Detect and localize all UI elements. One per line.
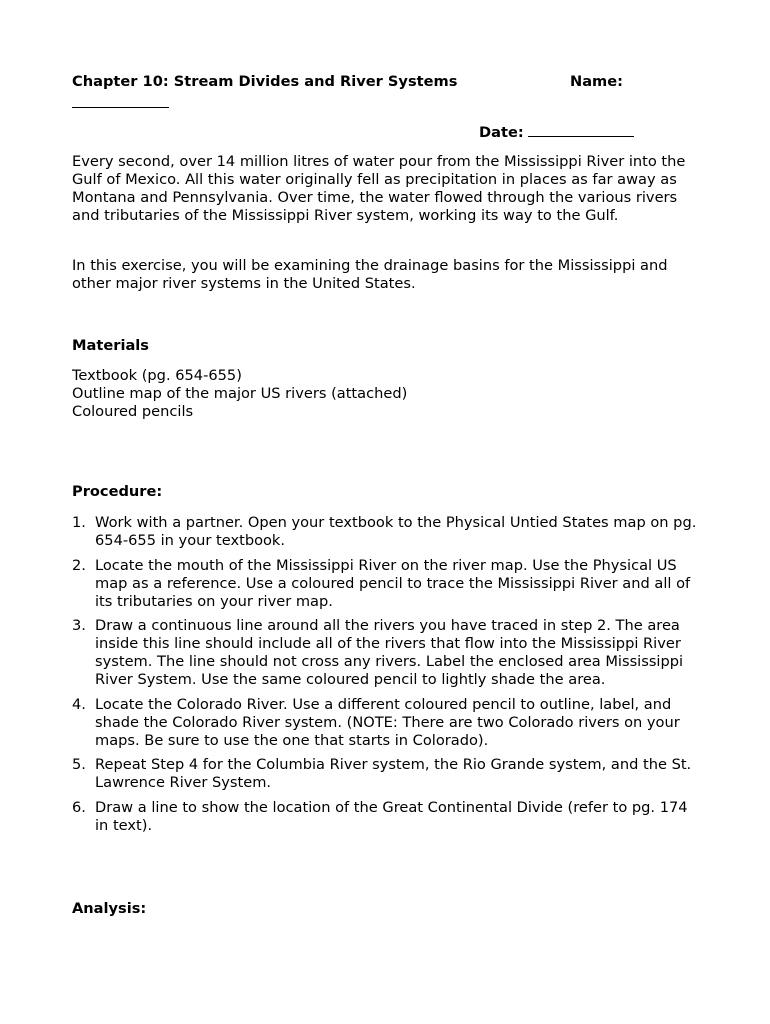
procedure-step [72,799,702,835]
step-text: Draw a line to show the location of the Great Continental Divide (refer to pg. 174 in text). [95,798,688,834]
step-text: Locate the Colorado River. Use a different coloured pencil to outline, label, and shade the Colorado River system. (NOTE: There are two Colorado rivers on your maps. Be sure to use the one that starts in Colorado). [95,695,680,749]
date-row [479,122,634,142]
step-number: 5. [72,756,86,773]
date-label: Date: [479,124,524,141]
analysis-heading: Analysis: [72,900,147,917]
procedure-heading: Procedure: [72,483,163,500]
materials-list [72,367,407,421]
intro-paragraph-1: Every second, over 14 million litres of water pour from the Mississippi River into the Gulf of Mexico. All this water originally fell as precipitation in places as far away as Montana and Pennsylvania. Over time, the water flowed through the various rivers and tributaries of the Mississippi River system, working its way to the Gulf. [72,153,686,224]
step-number: 6. [72,798,86,816]
materials-item: Outline map of the major US rivers (attached) [72,385,408,402]
name-label: Name: [570,73,624,90]
materials-item: Coloured pencils [72,403,194,420]
procedure-step [72,557,702,611]
step-text: Locate the mouth of the Mississippi River on the river map. Use the Physical US map as a reference. Use a coloured pencil to trace the Mississippi River and all of its tributaries on your river map. [95,556,691,610]
step-number: 4. [72,695,86,713]
step-text: Repeat Step 4 for the Columbia River system, the Rio Grande system, and the St. Lawrence River System. [95,756,692,791]
step-number: 2. [72,556,86,574]
materials-item: Textbook (pg. 654-655) [72,367,242,384]
step-number: 3. [72,617,86,634]
name-blank-line [72,107,169,108]
step-text: Work with a partner. Open your textbook to the Physical Untied States map on pg. 654-655 in your textbook. [95,514,697,549]
procedure-step [72,617,702,689]
date-blank-line [528,122,634,137]
procedure-step [72,514,702,550]
step-number: 1. [72,514,86,531]
step-text: Draw a continuous line around all the rivers you have traced in step 2. The area inside this line should include all of the rivers that flow into the Mississippi River system. The line should not cross any rivers. Label the enclosed area Mississippi River System. Use the same coloured pencil to lightly shade the area. [95,617,684,688]
procedure-step [72,696,702,750]
intro-paragraph-2: In this exercise, you will be examining the drainage basins for the Mississippi and other major river systems in the United States. [72,257,668,292]
procedure-list [72,514,702,841]
materials-heading: Materials [72,337,149,354]
page-title: Chapter 10: Stream Divides and River Systems [72,73,458,90]
procedure-step [72,756,702,792]
